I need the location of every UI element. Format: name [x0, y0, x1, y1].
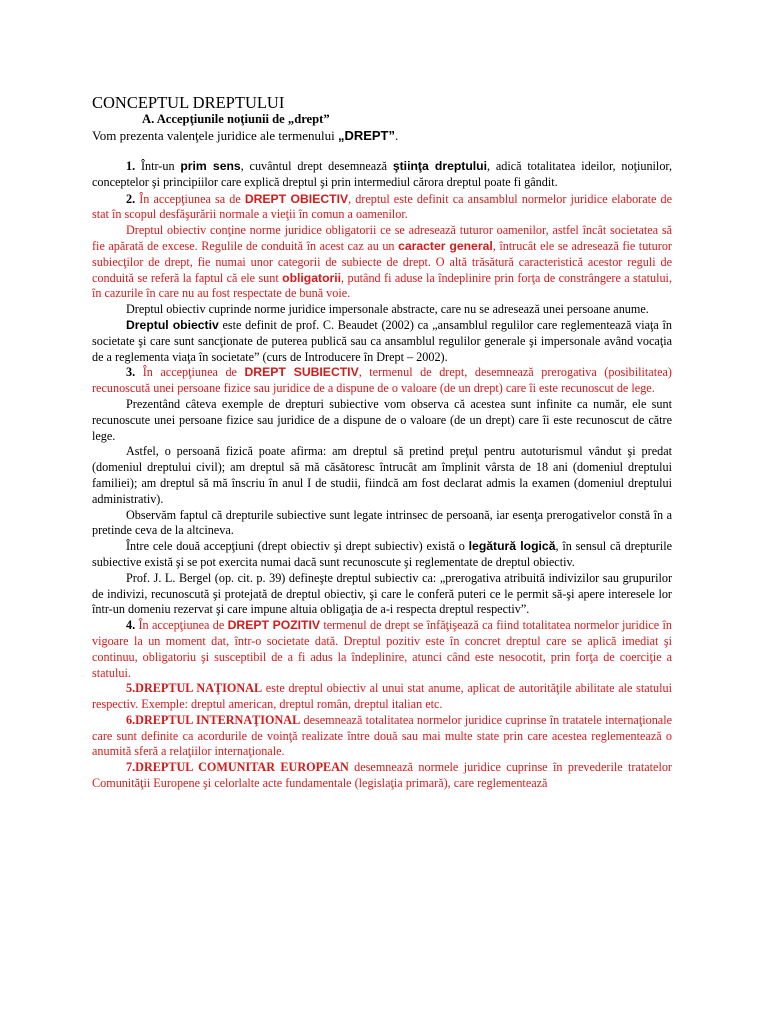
term-drept-pozitiv: DREPT POZITIV	[227, 618, 320, 633]
term-stiinta-dreptului: ştiinţa dreptului	[392, 159, 488, 173]
item-number: 1.	[126, 159, 141, 173]
spacer	[92, 144, 672, 159]
item-number: 7.	[126, 760, 136, 775]
paragraph-12	[92, 618, 672, 681]
text: termenul de drept se înfăţişează ca fiind totalitatea normelor juridice în vigoare la un moment dat, într-o societate dată. Dreptul pozitiv este în concret dreptul care se aplică imediat şi continuu, obligatoriu şi susceptibil de a fi adus la îndeplinire, atunci când este nesocotit, prin forţa de coerciţie a statului.	[92, 618, 672, 680]
term-dreptul-obiectiv: Dreptul obiectiv	[126, 317, 219, 332]
paragraph-11: Prof. J. L. Bergel (op. cit. p. 39) defineşte dreptul subiectiv ca: „prerogativa atribuită indivizilor sau grupurilor de indivizi, recunoscută şi protejată de dreptul obiectiv, şi care le conferă puteri ce le permit să-şi apere interesele lor într-un domeniu rezervat şi care impune altuia obligaţia de a-i respecta dreptul respectiv”.	[92, 570, 672, 617]
paragraph-14	[92, 713, 672, 760]
paragraph-2	[92, 192, 672, 224]
text: Între cele două accepţiuni (drept obiectiv şi drept subiectiv) există o	[126, 539, 469, 554]
text: este dreptul obiectiv al unui stat anume, aplicat de autorităţile abilitate ale statului respectiv. Exemple: dreptul american, dreptul român, dreptul italian etc.	[92, 681, 672, 712]
paragraph-9: Observăm faptul că drepturile subiective sunt legate intrinsec de persoană, iar esenţa prerogativelor constă în a pretinde ceva de la altcineva.	[92, 507, 672, 538]
term-legatura-logica: legătură logică	[468, 539, 556, 554]
term-dreptul-comunitar: DREPTUL COMUNITAR EUROPEAN	[135, 760, 349, 775]
paragraph-8: Astfel, o persoană fizică poate afirma: am dreptul să pretind preţul pentru autoturismul vândut şi predat (domeniul dreptului civil); am dreptul să mă căsătoresc întrucât am împlinit vârsta de 18 ani (domeniul dreptului familiei); am dreptul să mă înscriu în anul I de studii, fiindcă am fost declarat admis la examen (domeniul dreptului administrativ).	[92, 444, 672, 506]
section-subtitle: A. Accepţiunile noţiunii de „drept”	[142, 112, 330, 126]
item-number: 5.	[126, 681, 136, 696]
text: În accepţiunea de	[142, 365, 245, 380]
item-number: 4.	[126, 618, 139, 633]
text: este definit de prof. C. Beaudet (2002) ca „ansamblul regulilor care reglementează viaţa în societate şi care sunt sancţionate de puterea publică sau ca ansamblul regulilor generale şi impersonale având vocaţia de a reglementa viaţa în societate” (curs de Introducere în Drept – 2002).	[92, 317, 672, 364]
paragraph-15	[92, 760, 672, 792]
paragraph-7: Prezentând câteva exemple de drepturi subiective vom observa că acestea sunt infinite ca număr, ele sunt recunoscute unei persoane fizice sau juridice de a dispune de o valoare (de un drept) care îi este recunoscut de către lege.	[92, 396, 672, 443]
paragraph-1	[92, 159, 672, 191]
text: desemnează normele juridice cuprinse în prevederile tratatelor Comunităţii Europene şi celorlalte acte fundamentale (legislaţia primară), care reglementează	[92, 760, 672, 791]
term-drept-obiectiv: DREPT OBIECTIV	[244, 191, 349, 206]
intro-end: .	[395, 128, 399, 143]
paragraph-13	[92, 681, 672, 713]
text: , termenul de drept, desemnează prerogativa (posibilitatea) recunoscută unei persoane fizice sau juridice de a dispune de o valoare (de un drept) care îi este recunoscut de lege.	[92, 365, 672, 396]
document-page	[92, 94, 672, 792]
intro-text: Vom prezenta valenţele juridice ale termenului	[92, 128, 338, 143]
term-prim-sens: prim sens	[180, 159, 241, 173]
text: desemnează totalitatea normelor juridice cuprinse în tratatele internaţionale care sunt definite ca acordurile de voinţă realizate între două sau mai multe state prin care acestea reglementează o anumită sferă a relaţiilor internaţionale.	[92, 712, 673, 759]
term-obligatorii: obligatorii	[282, 270, 342, 285]
page-title: CONCEPTUL DREPTULUI	[92, 93, 285, 112]
text: , adică totalitatea ideilor, noţiunilor, conceptelor şi principiilor care explică dreptul şi prin intermediul cărora dreptul poate fi gândit.	[92, 159, 673, 189]
text: , în sensul că drepturile subiective există şi se pot exercita numai dacă sunt recunoscute şi reglementate de dreptul obiectiv.	[92, 539, 673, 569]
text: În accepţiunea sa de	[139, 191, 245, 206]
term-drept-subiectiv: DREPT SUBIECTIV	[244, 365, 359, 380]
paragraph-6	[92, 365, 672, 397]
text: Într-un	[140, 159, 181, 173]
text: Dreptul obiectiv conţine norme juridice obligatorii ce se adresează tuturor oamenilor, astfel încât societatea să fie apărată de excese. Regulile de conduită în acest caz au un	[92, 223, 672, 253]
text: , întrucât ele se adresează fie tuturor subiecţilor de drept, fie numai unor categorii de subiecte de drept. O altă trăsătură caracteristică acestor reguli de conduită se referă la faptul că ele sunt	[92, 238, 672, 285]
term-dreptul-international: DREPTUL INTERNAŢIONAL	[135, 712, 301, 727]
item-number: 2.	[126, 191, 140, 206]
paragraph-3	[92, 223, 672, 302]
intro-term: „DREPT”	[337, 128, 395, 143]
paragraph-4: Dreptul obiectiv cuprinde norme juridice impersonale abstracte, care nu se adresează unei persoane anume.	[126, 302, 649, 317]
text: , putând fi aduse la îndeplinire prin forţa de constrângere a statului, în cazurile în care nu au fost respectate de bună voie.	[92, 270, 672, 301]
term-dreptul-national: DREPTUL NAŢIONAL	[135, 681, 263, 696]
intro-paragraph	[92, 127, 672, 144]
item-number: 3.	[126, 365, 143, 380]
term-caracter-general: caracter general	[398, 238, 493, 253]
item-number: 6.	[126, 712, 136, 727]
text: În accepţiunea de	[138, 618, 228, 633]
paragraph-10	[92, 539, 672, 571]
text: , dreptul este definit ca ansamblul normelor juridice elaborate de stat în scopul desfăşurării normale a vieţii în comun a oamenilor.	[92, 191, 673, 222]
text: , cuvântul drept desemnează	[240, 159, 393, 173]
paragraph-5	[92, 318, 672, 365]
